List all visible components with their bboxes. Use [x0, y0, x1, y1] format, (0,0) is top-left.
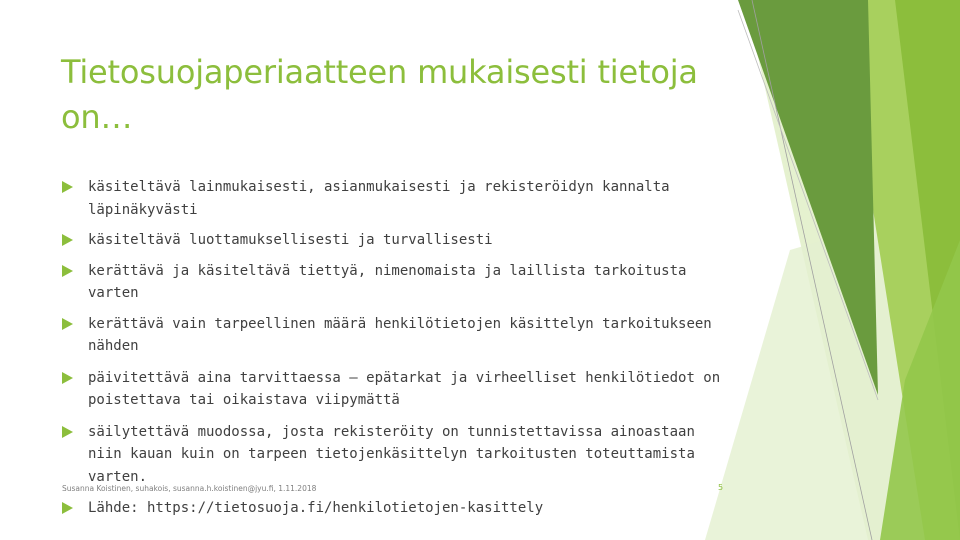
- bullet-text: kerättävä ja käsiteltävä tiettyä, nimenomaista ja laillista tarkoitusta varten: [88, 262, 687, 301]
- bullet-arrow-icon: [62, 318, 73, 330]
- bullet-arrow-icon: [62, 265, 73, 277]
- bullet-arrow-icon: [62, 372, 73, 384]
- bullet-text: kerättävä vain tarpeellinen määrä henkilötietojen käsittelyn tarkoitukseen nähden: [88, 315, 712, 354]
- page-number: 5: [718, 483, 724, 492]
- bullet-item: [62, 497, 722, 520]
- bullet-text: käsiteltävä luottamuksellisesti ja turvallisesti: [88, 232, 493, 248]
- bullet-item: [62, 421, 722, 489]
- bullet-item: [62, 313, 722, 358]
- bullet-item: [62, 367, 722, 412]
- bullet-text: säilytettävä muodossa, josta rekisteröity on tunnistettavissa ainoastaan niin kauan kuin on tarpeen tietojenkäsittelyn tarkoitusten toteuttamista varten.: [88, 423, 695, 485]
- bullet-item: [62, 260, 722, 305]
- bullet-arrow-icon: [62, 426, 73, 438]
- slide-title: Tietosuojaperiaatteen mukaisesti tietoja on…: [61, 53, 698, 136]
- bullet-list: [62, 176, 722, 520]
- bullet-text: käsiteltävä lainmukaisesti, asianmukaisesti ja rekisteröidyn kannalta läpinäkyvästi: [88, 179, 670, 218]
- bullet-text: Lähde: https://tietosuoja.fi/henkilotietojen-kasittely: [88, 500, 544, 516]
- bullet-arrow-icon: [62, 502, 73, 514]
- bullet-arrow-icon: [62, 181, 73, 193]
- bullet-arrow-icon: [62, 234, 73, 246]
- bullet-item: [62, 176, 722, 221]
- slide-footer: Susanna Koistinen, suhakois, susanna.h.koistinen@jyu.fi, 1.11.2018: [62, 484, 317, 493]
- bullet-item: [62, 229, 722, 252]
- bullet-text: päivitettävä aina tarvittaessa – epätarkat ja virheelliset henkilötiedot on poistettava tai oikaistava viipymättä: [88, 369, 721, 408]
